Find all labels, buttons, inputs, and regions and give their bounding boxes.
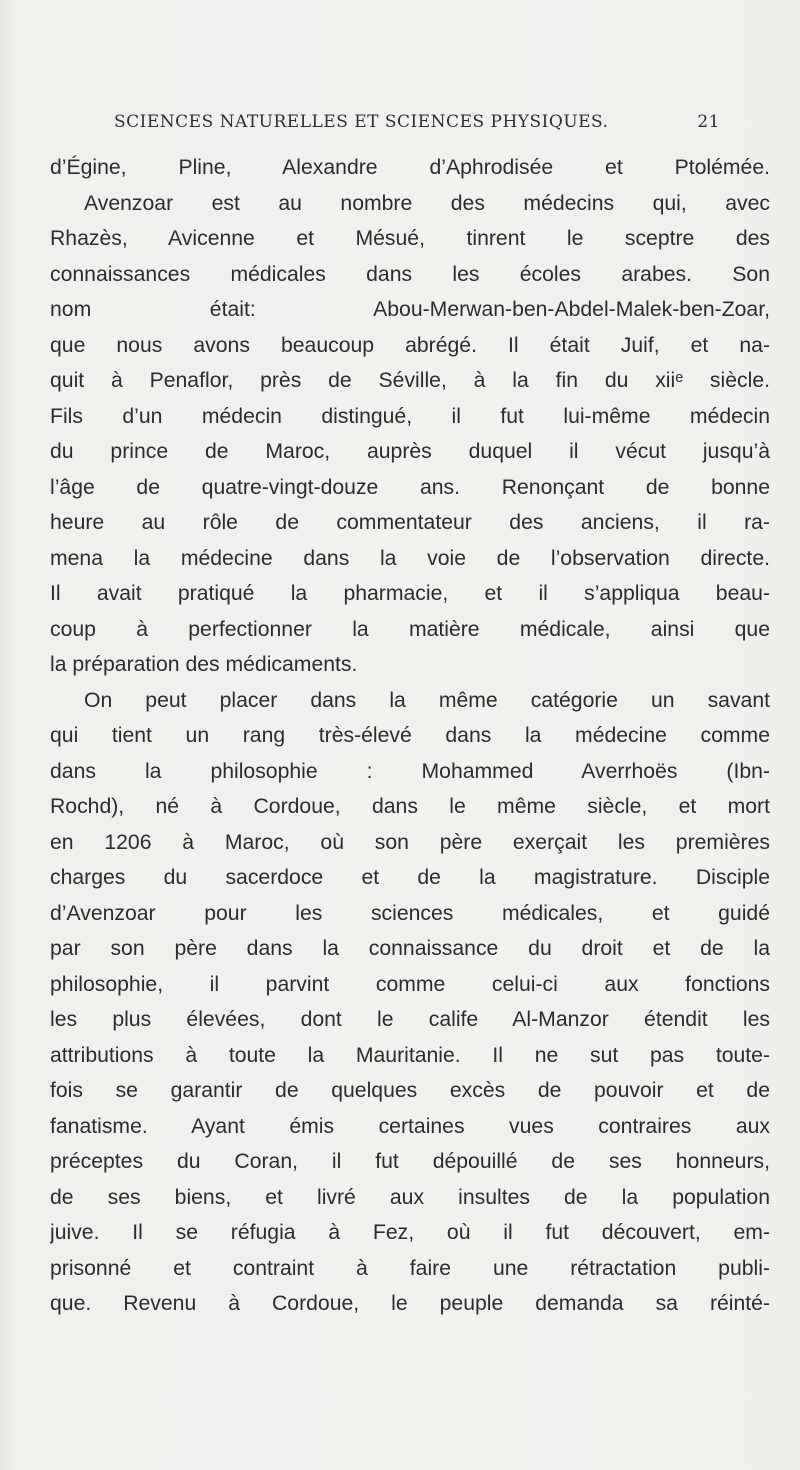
text-line: fois se garantir de quelques excès de pouvoir et de	[50, 1079, 770, 1102]
text-line: Fils d’un médecin distingué, il fut lui-même médecin	[50, 404, 770, 428]
text-line: d’Avenzoar pour les sciences médicales, et guidé	[50, 901, 770, 925]
text-line: qui tient un rang très-élevé dans la médecine comme	[50, 724, 770, 747]
running-header	[114, 112, 720, 142]
text-line: prisonné et contraint à faire une rétractation publi-	[50, 1256, 770, 1280]
text-line: attributions à toute la Mauritanie. Il ne sut pas toute-	[50, 1043, 770, 1067]
text-line: que nous avons beaucoup abrégé. Il était Juif, et na-	[50, 333, 770, 357]
text-line: coup à perfectionner la matière médicale, ainsi que	[50, 617, 770, 641]
text-line: On peut placer dans la même catégorie un savant	[84, 688, 770, 712]
text-line: Rhazès, Avicenne et Mésué, tinrent le sceptre des	[50, 227, 770, 250]
running-title: SCIENCES NATURELLES ET SCIENCES PHYSIQUES.	[114, 112, 609, 132]
text-line: les plus élevées, dont le calife Al-Manzor étendit les	[50, 1008, 770, 1031]
text-line: que. Revenu à Cordoue, le peuple demanda sa réinté-	[50, 1292, 770, 1315]
text-line: philosophie, il parvint comme celui-ci aux fonctions	[50, 972, 770, 996]
text-line: connaissances médicales dans les écoles arabes. Son	[50, 262, 770, 286]
text-line: charges du sacerdoce et de la magistrature. Disciple	[50, 866, 770, 889]
text-line: nom était: Abou-Merwan-ben-Abdel-Malek-ben-Zoar,	[50, 298, 770, 321]
text-line: préceptes du Coran, il fut dépouillé de ses honneurs,	[50, 1150, 770, 1173]
text-line: d’Égine, Pline, Alexandre d’Aphrodisée et Ptolémée.	[50, 156, 770, 179]
text-line: l’âge de quatre-vingt-douze ans. Renonçant de bonne	[50, 475, 770, 499]
text-line: fanatisme. Ayant émis certaines vues contraires aux	[50, 1114, 770, 1138]
text-line: juive. Il se réfugia à Fez, où il fut découvert, em-	[50, 1221, 770, 1244]
text-line: Il avait pratiqué la pharmacie, et il s’appliqua beau-	[50, 582, 770, 605]
text-line: Avenzoar est au nombre des médecins qui, avec	[84, 191, 770, 215]
text-line: heure au rôle de commentateur des anciens, il ra-	[50, 511, 770, 534]
page-number: 21	[697, 112, 720, 132]
body-text	[50, 150, 770, 1322]
text-line: Rochd), né à Cordoue, dans le même siècle, et mort	[50, 795, 770, 818]
text-line: mena la médecine dans la voie de l’observation directe.	[50, 546, 770, 570]
text-line: de ses biens, et livré aux insultes de la population	[50, 1185, 770, 1209]
text-line: quit à Penaflor, près de Séville, à la fin du xiiᵉ siècle.	[50, 369, 770, 392]
text-line: par son père dans la connaissance du droit et de la	[50, 937, 770, 960]
text-line: du prince de Maroc, auprès duquel il vécut jusqu’à	[50, 440, 770, 463]
text-line: la préparation des médicaments.	[50, 653, 358, 676]
text-line: en 1206 à Maroc, où son père exerçait les premières	[50, 830, 770, 854]
text-line: dans la philosophie : Mohammed Averrhoës (Ibn-	[50, 759, 770, 783]
